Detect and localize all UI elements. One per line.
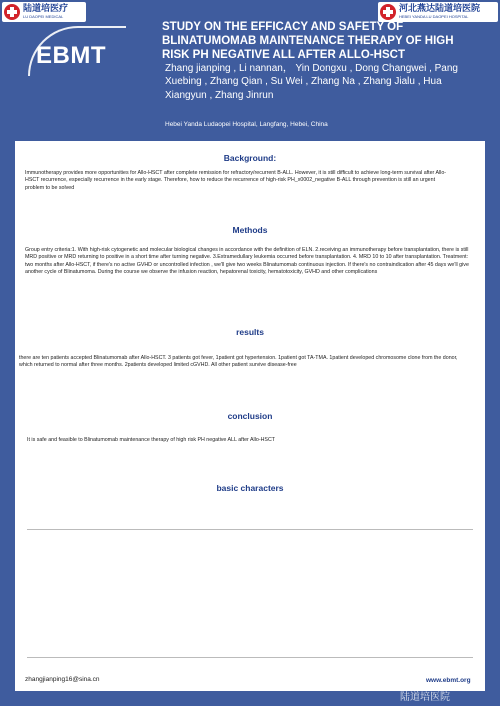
watermark: 陆道培医院 (400, 692, 450, 703)
poster-title: STUDY ON THE EFFICACY AND SAFETY OF BLINATUMOMAB MAINTENANCE THERAPY OF HIGH RISK PH NEGATIVE ALL AFTER ALLO-HSCT (162, 21, 454, 61)
red-cross-icon (380, 4, 396, 20)
logo-right-cn: 河北燕达陆道培医院 (399, 4, 481, 14)
content-panel (15, 141, 485, 691)
logo-left-en: LU DAOPEI MEDICAL (23, 14, 64, 19)
basic-characters-heading: basic characters (216, 483, 284, 493)
table-row (27, 635, 473, 642)
table-rule (27, 529, 473, 530)
ebmt-website: www.ebmt.org (426, 677, 471, 684)
conclusion-text: It is safe and feasible to Blinatumomab maintenance therapy of high risk PH negative ALL after Allo-HSCT (27, 437, 276, 443)
methods-text: Group entry criteria:1. With high-risk cytogenetic and molecular biological changes in accordance with the definition of ELN. 2.receiving an immunotherapy before transplantation, there is still MRD positive or MRD returning to positive in a short time after turning negative. 3.Extramedullary leukemia occurred before transplantation. 4. MRD 10 to 10 after transplantation. Treatment: two months after Allo-HSCT, if there's no active GVHD or uncontrolled infection , we'll give two weeks Blinatumomab continuous injection. If there's no contraindication after 45 days we'll give another cycle of Blinatumoma. During the course we observe the infusion reaction, hepatorenal toxicity, hematotoxicity, GVHD and other complications (25, 247, 469, 276)
red-cross-icon (4, 4, 20, 20)
logo-left-cn: 陆道培医疗 (23, 4, 69, 14)
affiliation: Hebei Yanda Ludaopei Hospital, Langfang, Hebei, China (165, 121, 328, 128)
table-row (27, 593, 473, 600)
table-row (27, 621, 473, 628)
results-text: there are ten patients accepted Blinatumomab after Allo-HSCT. 3 patients got fever, 1patient got hypertension. 1patient got TA-TMA. 1patient developed chromosome clone from the donor, which returned to normal after three months. 2patients developed limited cGVHD. All other patient survive disease-free (19, 355, 458, 369)
basic-characters-table (27, 523, 473, 663)
logo-right-en: HEBEI YANDA LU DAOPEI HOSPITAL (399, 14, 469, 19)
table-row (27, 579, 473, 586)
methods-heading: Methods (232, 225, 268, 235)
table-row (27, 607, 473, 614)
background-text: Immunotherapy provides more opportunities for Allo-HSCT after complete remission for refractory/recurrent B-ALL. However, it is still difficult to achieve long-term survival after Allo-HSCT recurrence, especially recurrence in the early stage. Therefore, how to reduce the recurrence of high-risk PH_x0002_negative B-ALL through prevention is still an urgent problem to be solved (25, 170, 447, 191)
results-heading: results (236, 327, 264, 337)
table-row (27, 565, 473, 572)
background-heading: Background: (223, 153, 277, 163)
conclusion-heading: conclusion (227, 411, 273, 421)
author-list: Zhang jianping , Li nannan， Yin Dongxu , Dong Changwei , Pang Xuebing , Zhang Qian , Su Wei , Zhang Na , Zhang Jialu , Hua Xiangyun , Zhang Jinrun (165, 63, 458, 101)
table-row (27, 551, 473, 558)
ebmt-wordmark: EBMT (36, 42, 106, 69)
table-rule (27, 657, 473, 658)
lu-daopei-medical-logo (2, 2, 86, 22)
poster-header (0, 0, 500, 140)
yanda-hospital-logo (378, 2, 498, 22)
contact-email: zhangjianping16@sina.cn (25, 676, 100, 683)
table-row (27, 647, 473, 654)
table-row (27, 537, 473, 544)
ebmt-logo (14, 22, 134, 84)
